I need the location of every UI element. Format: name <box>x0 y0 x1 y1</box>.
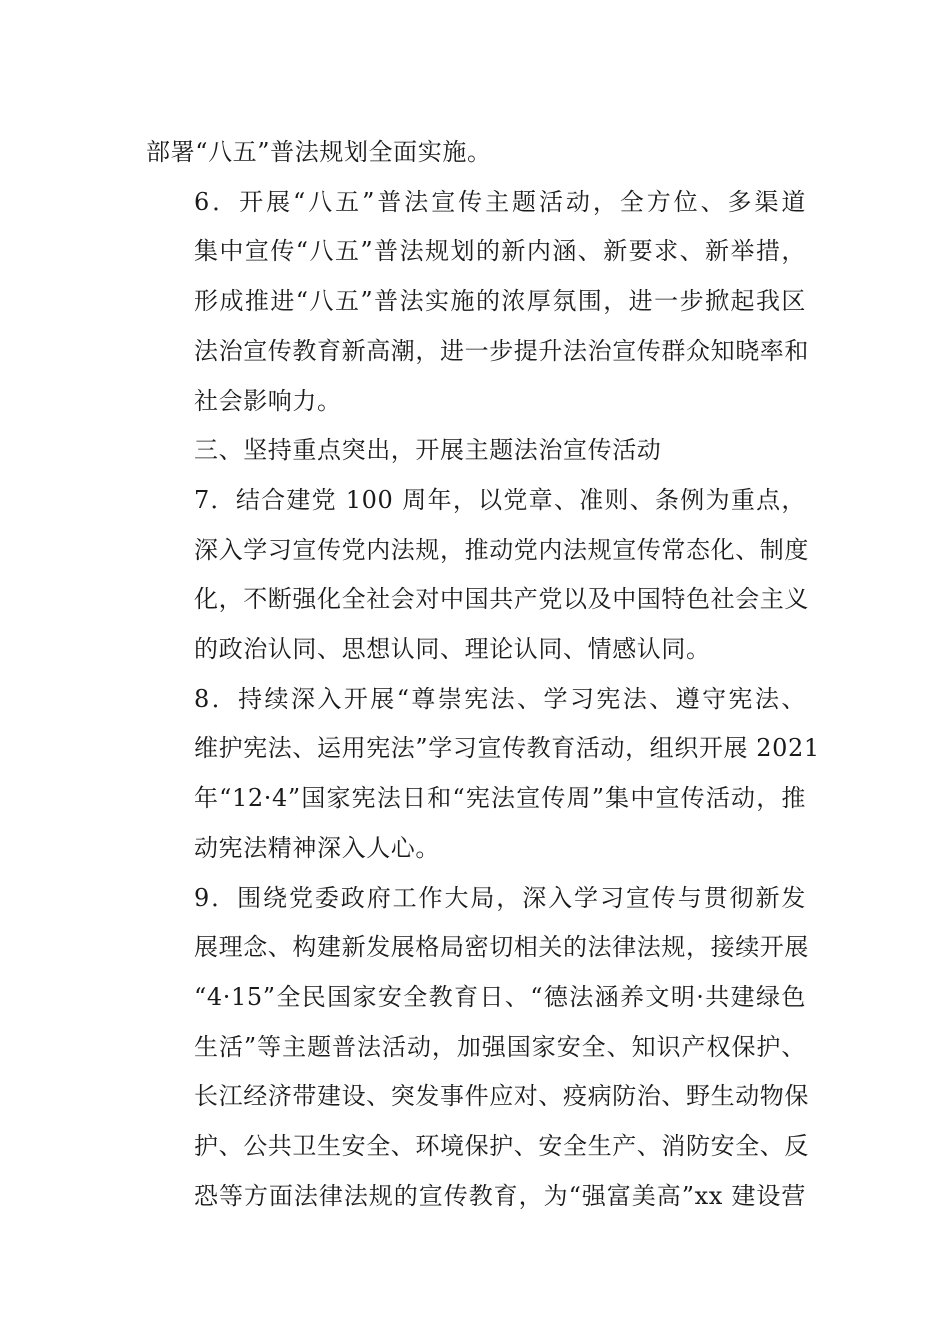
text-line: 的政治认同、思想认同、理论认同、情感认同。 <box>194 635 711 664</box>
text-line: 社会影响力。 <box>194 386 342 415</box>
text-line: 集中宣传“八五”普法规划的新内涵、新要求、新举措， <box>194 237 806 266</box>
text-line: 长江经济带建设、突发事件应对、疫病防治、野生动物保 <box>194 1082 809 1111</box>
text-line: 形成推进“八五”普法实施的浓厚氛围，进一步掀起我区 <box>194 287 806 316</box>
text-line: 展理念、构建新发展格局密切相关的法律法规，接续开展 <box>194 933 809 962</box>
body-text <box>146 128 820 1221</box>
text-line: 法治宣传教育新高潮，进一步提升法治宣传群众知晓率和 <box>194 336 809 365</box>
heading-text: 三、坚持重点突出，开展主题法治宣传活动 <box>194 436 662 465</box>
text-line: 年“12·4”国家宪法日和“宪法宣传周”集中宣传活动，推 <box>194 784 806 813</box>
text-line: 生活”等主题普法活动，加强国家安全、知识产权保护、 <box>194 1032 806 1061</box>
text-line: 维护宪法、运用宪法”学习宣传教育活动，组织开展 2021 <box>194 734 820 763</box>
paragraph-item-6 <box>146 178 809 427</box>
text-line: 深入学习宣传党内法规，推动党内法规宣传常态化、制度 <box>194 535 809 564</box>
text-line: 8．持续深入开展“尊崇宪法、学习宪法、遵守宪法、 <box>194 684 806 713</box>
paragraph-continuation <box>146 128 806 178</box>
paragraph-item-8 <box>146 675 820 874</box>
text-line: 恐等方面法律法规的宣传教育，为“强富美高”xx 建设营 <box>194 1181 806 1210</box>
text-line: 9．围绕党委政府工作大局，深入学习宣传与贯彻新发 <box>194 883 806 912</box>
section-heading-3 <box>146 426 806 476</box>
text-line: 动宪法精神深入人心。 <box>194 833 440 862</box>
paragraph-item-9 <box>146 874 809 1222</box>
text-line: 护、公共卫生安全、环境保护、安全生产、消防安全、反 <box>194 1132 809 1161</box>
text-line: 6．开展“八五”普法宣传主题活动，全方位、多渠道 <box>194 187 806 216</box>
text-line: 部署“八五”普法规划全面实施。 <box>146 138 492 166</box>
text-line: “4·15”全民国家安全教育日、“德法涵养文明·共建绿色 <box>194 982 806 1011</box>
text-line: 化，不断强化全社会对中国共产党以及中国特色社会主义 <box>194 585 809 614</box>
text-line: 7．结合建党 100 周年，以党章、准则、条例为重点， <box>194 485 806 514</box>
paragraph-item-7 <box>146 476 809 675</box>
